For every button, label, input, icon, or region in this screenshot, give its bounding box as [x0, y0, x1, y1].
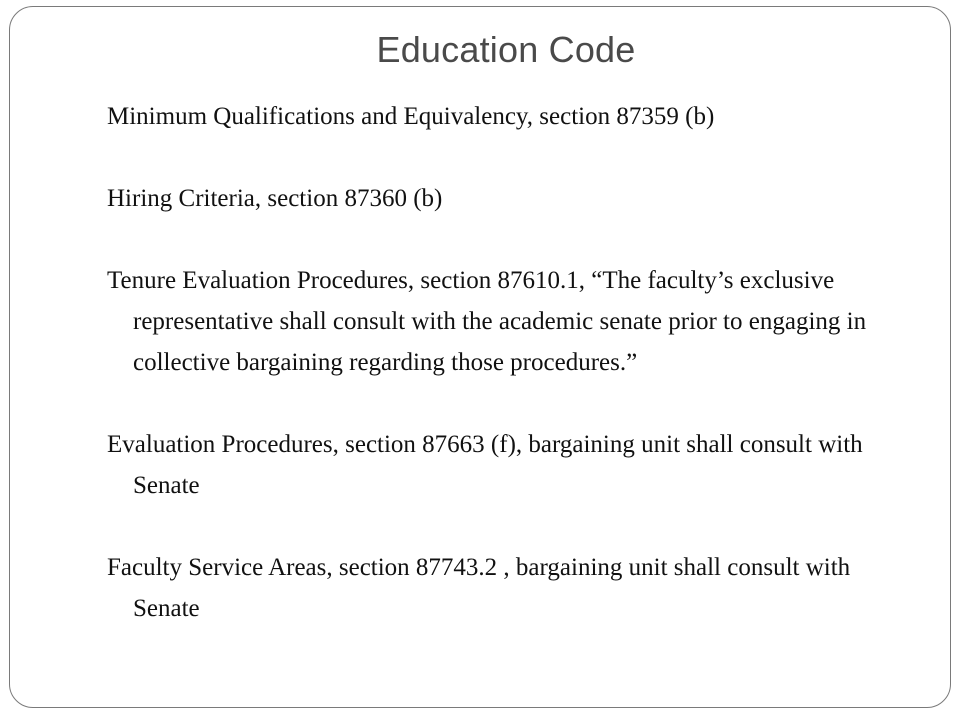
list-item-faculty-service-areas: Faculty Service Areas, section 87743.2 , bargaining unit shall consult with Senate: [107, 554, 851, 622]
list-item-minimum-qualifications: Minimum Qualifications and Equivalency, section 87359 (b): [107, 103, 715, 130]
content-list: [107, 96, 897, 629]
slide-title: Education Code: [376, 29, 636, 70]
list-item-tenure-evaluation: Tenure Evaluation Procedures, section 87610.1, “The faculty’s exclusive representative shall consult with the academic senate prior to engaging in collective bargaining regarding those procedures.”: [107, 267, 867, 376]
list-item-evaluation-procedures: Evaluation Procedures, section 87663 (f), bargaining unit shall consult with Senate: [107, 431, 863, 499]
list-item-hiring-criteria: Hiring Criteria, section 87360 (b): [107, 185, 443, 212]
